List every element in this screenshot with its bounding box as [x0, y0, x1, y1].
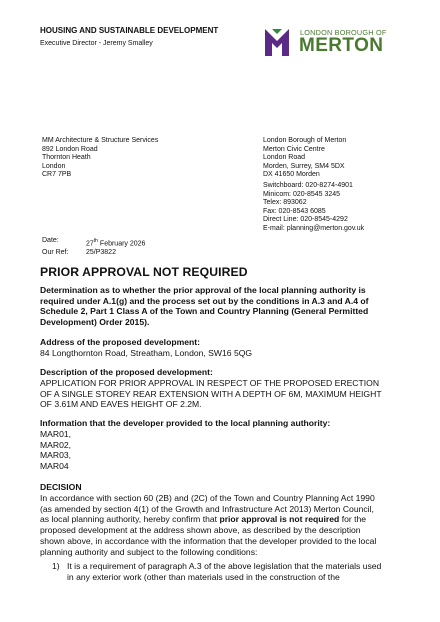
drawing-ref: MAR02, [40, 439, 72, 450]
determination-line: Determination as to whether the prior approval of the local planning authority is [40, 285, 366, 295]
condition-line: in any exterior work (other than materials used in the construction of the [67, 571, 340, 582]
recipient-line: Thornton Heath [42, 154, 91, 162]
decision-heading: PRIOR APPROVAL NOT REQUIRED [40, 265, 248, 279]
council-line: Morden, Surrey, SM4 5DX [263, 162, 345, 170]
contact-email: E-mail: planning@merton.gov.uk [263, 224, 365, 232]
council-line: Merton Civic Centre [263, 145, 325, 153]
logo-line-2: MERTON [299, 35, 384, 56]
address-value: 84 Longthornton Road, Streatham, London, SW16 5QG [40, 348, 253, 358]
recipient-line: MM Architecture & Structure Services [42, 137, 159, 144]
council-line: London Borough of Merton [263, 137, 347, 144]
date-suffix: th [93, 238, 98, 244]
logo-line-1: LONDON BOROUGH OF [300, 28, 387, 37]
date-label: Date: [42, 237, 59, 244]
contact-line: Fax: 020-8543 6085 [263, 207, 326, 215]
council-line: DX 41650 Morden [263, 171, 320, 179]
contact-line: Telex: 893062 [263, 199, 307, 207]
decision-line: In accordance with section 60 (2B) and (2C) of the Town and Country Planning Act 1990 [40, 493, 375, 503]
decision-line [40, 514, 420, 525]
determination-paragraph [40, 285, 412, 328]
letter-meta [42, 237, 145, 258]
ref-label: Our Ref: [42, 248, 69, 256]
contact-details [263, 182, 364, 234]
date-row [42, 237, 145, 249]
description-line: APPLICATION FOR PRIOR APPROVAL IN RESPECT OF THE PROPOSED ERECTION [40, 378, 380, 388]
decision-line: proposed development at the address shown above, as described by the description [40, 525, 361, 536]
contact-line: Switchboard: 020-8274-4901 [263, 182, 353, 189]
drawing-ref: MAR01, [40, 429, 72, 439]
decision-line-pre: as local planning authority, hereby confirm that [40, 514, 220, 525]
council-address [263, 137, 346, 180]
ref-value: 25/P3822 [86, 248, 116, 256]
decision-line-post: for the [339, 514, 367, 525]
department-title: HOUSING AND SUSTAINABLE DEVELOPMENT [40, 26, 219, 35]
description-line: OF 3.61M AND EAVES HEIGHT OF 2.2M. [40, 399, 202, 410]
decision-line: shown above, in accordance with the information that the developer provided to the local [40, 535, 377, 546]
ref-row [42, 249, 145, 258]
determination-line: Schedule 2, Part 1 Class A of the Town and Country Planning (General Permitted [40, 306, 369, 317]
address-heading: Address of the proposed development: [40, 337, 200, 347]
contact-line: Minicom: 020-8545 3245 [263, 190, 341, 198]
recipient-line: 892 London Road [42, 145, 98, 153]
decision-subheading: DECISION [40, 482, 82, 492]
condition-text [67, 561, 381, 582]
determination-line: required under A.1(g) and the process set out by the conditions in A.3 and A.4 of [40, 295, 369, 306]
decision-line: (as amended by section 4(1) of the Growth and Infrastructure Act 2013) Merton Council, [40, 503, 374, 514]
decision-paragraph [40, 493, 420, 557]
condition-item [52, 561, 412, 582]
recipient-line: CR7 7PB [42, 171, 72, 179]
drawing-ref: MAR04 [40, 461, 69, 472]
recipient-line: London [42, 162, 66, 170]
contact-line: Direct Line: 020-8545-4292 [263, 216, 348, 224]
prior-approval-statement: prior approval is not required [219, 514, 340, 525]
description-heading: Description of the proposed development: [40, 367, 213, 377]
executive-director: Executive Director - Jeremy Smalley [40, 40, 153, 47]
description-line: OF A SINGLE STOREY REAR EXTENSION WITH A DEPTH OF 6M, MAXIMUM HEIGHT [40, 388, 382, 399]
condition-number: 1) [52, 561, 60, 571]
date-day: 27 [86, 240, 94, 248]
recipient-address [42, 137, 158, 180]
date-value [86, 237, 145, 249]
council-line: London Road [263, 154, 306, 162]
information-heading: Information that the developer provided to the local planning authority: [40, 418, 331, 428]
description-value [40, 378, 420, 410]
drawing-ref: MAR03, [40, 450, 72, 461]
information-list [40, 429, 71, 472]
condition-line: It is a requirement of paragraph A.3 of the above legislation that the materials used [67, 561, 382, 571]
decision-line: planning authority and subject to the following conditions: [40, 546, 258, 557]
date-rest: February 2026 [97, 240, 146, 248]
determination-line: Development) Order 2015). [40, 317, 150, 328]
